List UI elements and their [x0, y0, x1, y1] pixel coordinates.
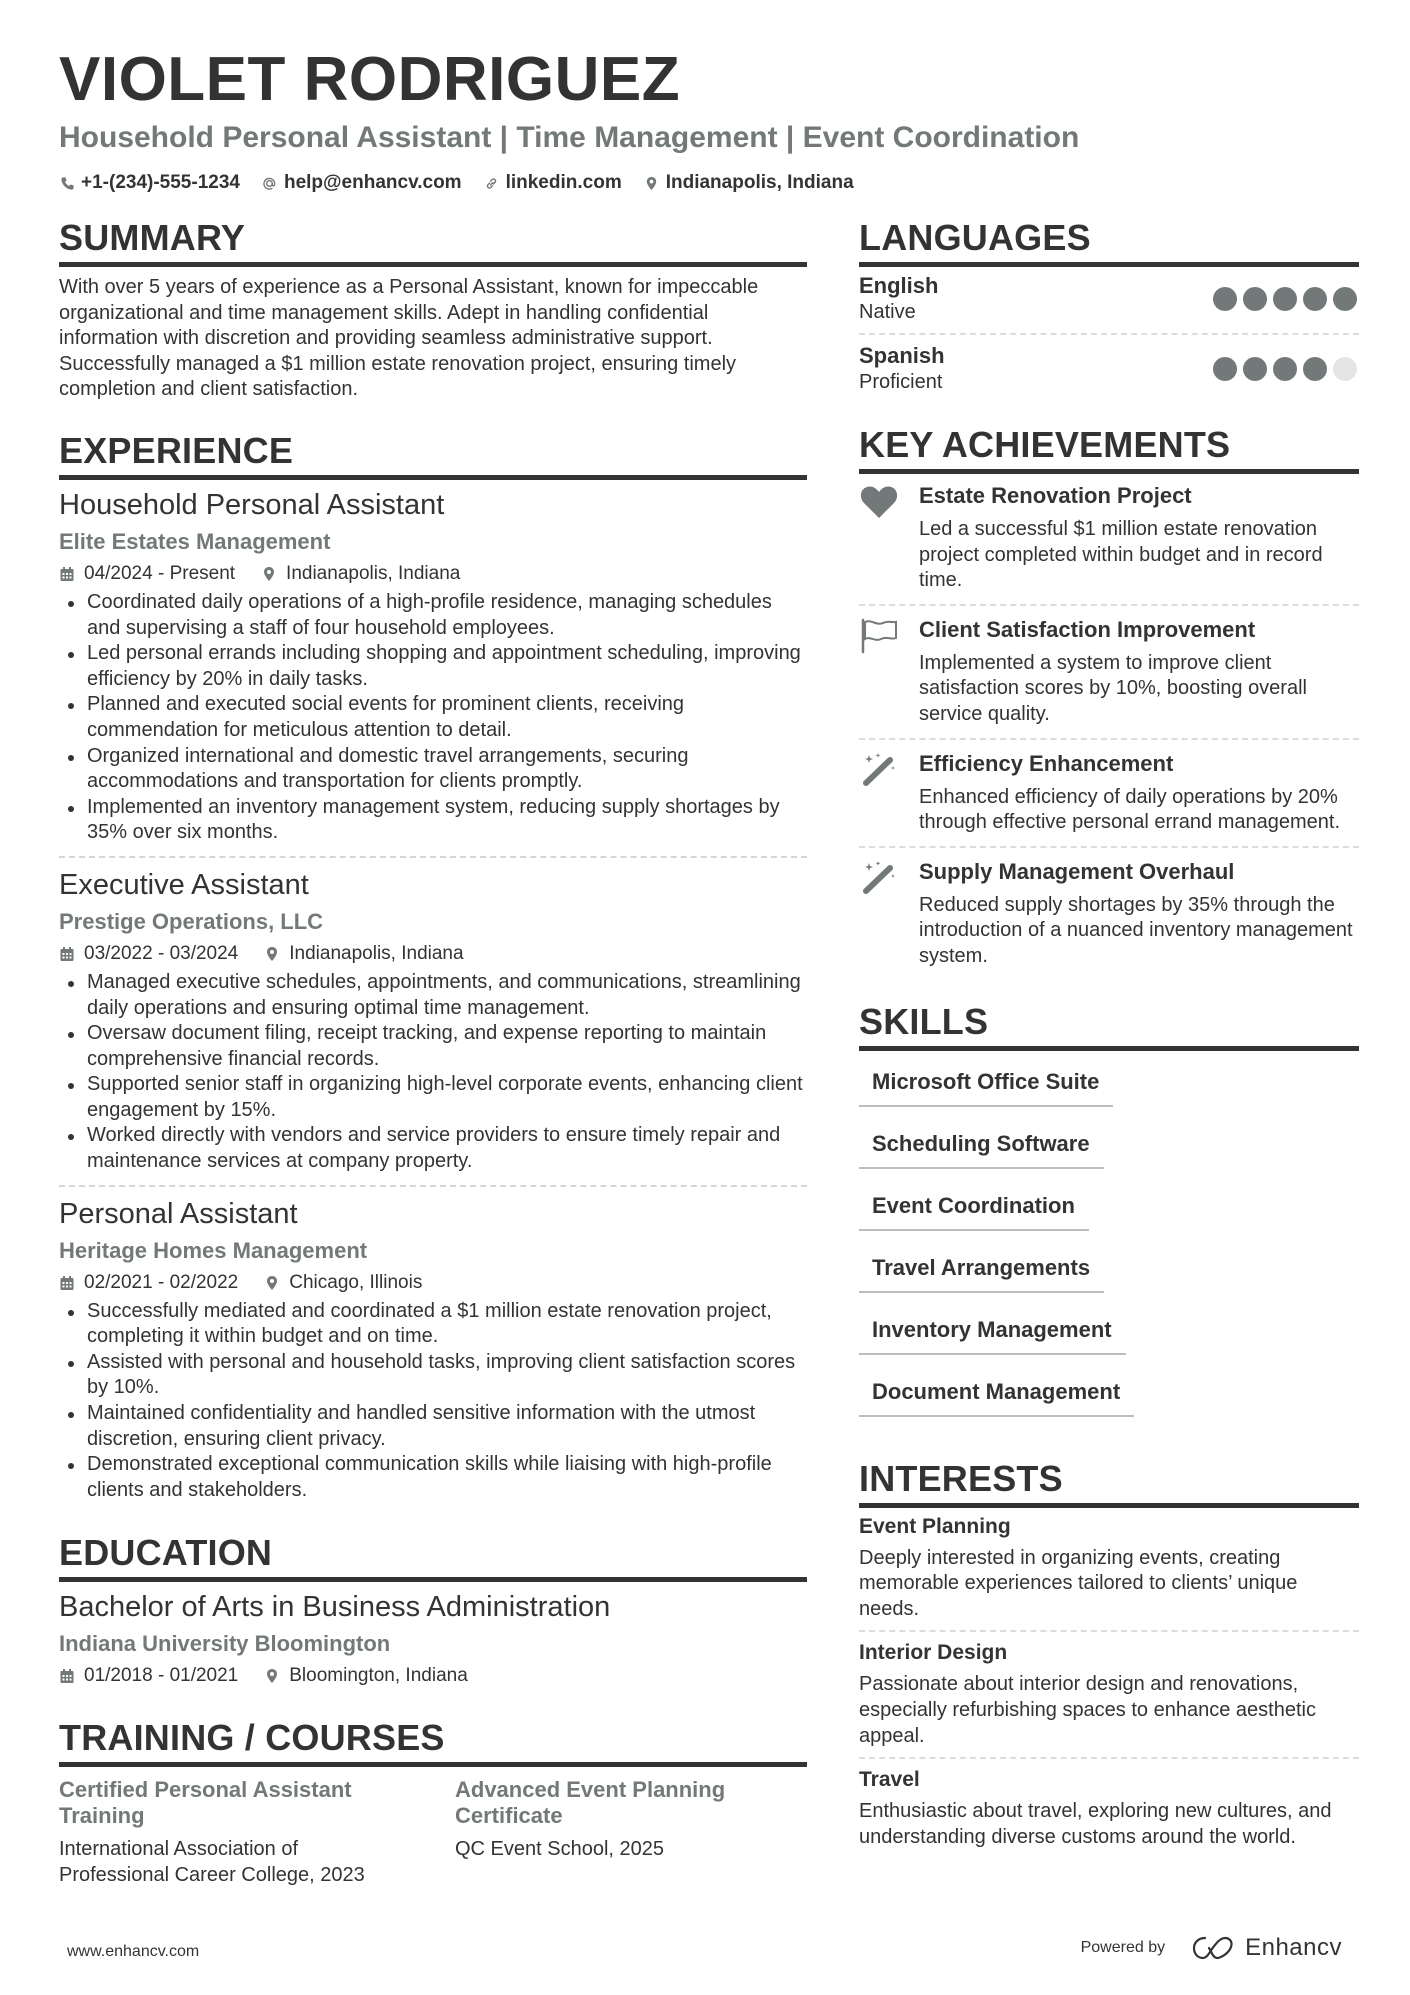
dates-text: 03/2022 - 03/2024 — [84, 942, 239, 964]
dates-text: 01/2018 - 01/2021 — [84, 1665, 239, 1687]
interest-description: Deeply interested in organizing events, creating memorable experiences tailored to clients’ unique needs. — [859, 1546, 1298, 1620]
experience-section — [59, 429, 807, 1513]
skill-tag: Inventory Management — [859, 1309, 1126, 1355]
job-bullets — [59, 590, 807, 846]
training-title: Certified Personal Assistant Training — [59, 1777, 352, 1829]
training-provider: International Association of Professional Career College, 2023 — [59, 1838, 365, 1886]
dates-text: 02/2021 - 02/2022 — [84, 1271, 239, 1293]
bullet-item: Organized international and domestic travel arrangements, securing accommodations and transportation for clients promptly. — [59, 744, 807, 795]
location-text: Bloomington, Indiana — [289, 1665, 468, 1687]
achievement-item — [859, 474, 1359, 604]
achievement-description: Implemented a system to improve client satisfaction scores by 10%, boosting overall service quality. — [919, 651, 1307, 725]
language-level: Proficient — [859, 371, 943, 393]
right-column — [859, 216, 1359, 1884]
rating-dot-filled — [1333, 287, 1357, 311]
bullet-item: Maintained confidentiality and handled sensitive information with the utmost discretion, ensuring client privacy. — [59, 1401, 807, 1452]
job-location — [261, 560, 460, 588]
education-entry — [59, 1582, 807, 1690]
training-entry — [455, 1777, 807, 1888]
job-title: Household Personal Assistant — [59, 488, 445, 521]
bullet-item: Led personal errands including shopping and appointment scheduling, improving efficiency by 20% in daily tasks. — [59, 641, 807, 692]
language-name: English — [859, 273, 939, 298]
footer-powered-by — [1081, 1934, 1342, 1962]
education-location — [264, 1662, 468, 1690]
job-bullets — [59, 1299, 807, 1504]
rating-dot-filled — [1213, 357, 1237, 381]
job-meta — [59, 940, 807, 968]
location-pin-icon — [264, 946, 280, 962]
achievement-title: Client Satisfaction Improvement — [919, 616, 1256, 642]
brand-name: Enhancv — [1245, 1934, 1342, 1961]
language-rating — [1213, 357, 1357, 381]
interest-title: Travel — [859, 1768, 920, 1792]
interest-description: Passionate about interior design and renovations, especially refurbishing spaces to enhance aesthetic appeal. — [859, 1673, 1316, 1747]
location-pin-icon — [264, 1275, 280, 1291]
interests-heading: INTERESTS — [859, 1457, 1359, 1508]
contact-email — [262, 172, 462, 194]
job-dates — [59, 1269, 238, 1297]
link-icon — [484, 175, 500, 191]
job-meta — [59, 1269, 807, 1297]
contact-row — [59, 172, 1359, 194]
achievement-title: Efficiency Enhancement — [919, 750, 1174, 776]
interest-title: Event Planning — [859, 1514, 1011, 1538]
achievement-description: Reduced supply shortages by 35% through the introduction of a nuanced inventory management system. — [919, 893, 1353, 967]
job-title: Executive Assistant — [59, 868, 309, 901]
company-name: Prestige Operations, LLC — [59, 908, 324, 934]
job-dates — [59, 560, 235, 588]
training-title: Advanced Event Planning Certificate — [455, 1777, 726, 1829]
location-text: Indianapolis, Indiana — [289, 942, 464, 964]
rating-dot-filled — [1273, 357, 1297, 381]
language-rating — [1213, 287, 1357, 311]
language-item — [859, 333, 1359, 403]
bullet-item: Oversaw document filing, receipt tracking, and expense reporting to maintain comprehensive financial records. — [59, 1021, 807, 1072]
school-name: Indiana University Bloomington — [59, 1631, 391, 1657]
bullet-item: Worked directly with vendors and service providers to ensure timely repair and maintenance services at company property. — [59, 1123, 807, 1174]
training-list — [59, 1777, 807, 1888]
rating-dot-filled — [1273, 287, 1297, 311]
skills-list — [859, 1061, 1359, 1433]
achievement-item — [859, 604, 1359, 738]
job-dates — [59, 940, 238, 968]
footer-website[interactable]: www.enhancv.com — [67, 1943, 200, 1960]
experience-entry — [59, 480, 807, 856]
experience-entry — [59, 856, 807, 1185]
contact-phone — [59, 172, 240, 194]
enhancv-logo[interactable] — [1191, 1934, 1342, 1962]
skill-tag: Microsoft Office Suite — [859, 1061, 1113, 1107]
bullet-item: Successfully mediated and coordinated a $1 million estate renovation project, completing it within budget and on time. — [59, 1299, 807, 1350]
location-text: Indianapolis, Indiana — [665, 172, 854, 193]
phone-text[interactable]: +1-(234)-555-1234 — [81, 172, 240, 193]
calendar-icon — [59, 1275, 75, 1291]
experience-heading: EXPERIENCE — [59, 429, 807, 480]
bullet-item: Managed executive schedules, appointments, and communications, streamlining daily operations and ensuring optimal time management. — [59, 970, 807, 1021]
achievements-heading: KEY ACHIEVEMENTS — [859, 423, 1359, 474]
rating-dot-filled — [1243, 287, 1267, 311]
rating-dot-filled — [1243, 357, 1267, 381]
skill-tag: Event Coordination — [859, 1185, 1089, 1231]
training-section — [59, 1716, 807, 1888]
calendar-icon — [59, 1668, 75, 1684]
training-provider: QC Event School, 2025 — [455, 1838, 665, 1861]
interest-title: Interior Design — [859, 1641, 1008, 1665]
heart-icon — [859, 482, 919, 594]
summary-text: With over 5 years of experience as a Personal Assistant, known for impeccable organizational and time management skills. Adept in handling confidential information with discretion and providing seamless administrative support. Successfully managed a $1 million estate renovation project, ensuring timely completion and client satisfaction. — [59, 276, 759, 401]
interests-section — [859, 1457, 1359, 1859]
magic-wand-icon — [859, 750, 919, 836]
achievement-title: Estate Renovation Project — [919, 483, 1192, 508]
language-name: Spanish — [859, 343, 945, 368]
summary-heading: SUMMARY — [59, 216, 807, 267]
achievement-description: Enhanced efficiency of daily operations by 20% through effective personal errand management. — [919, 785, 1341, 834]
bullet-item: Demonstrated exceptional communication skills while liaising with high-profile clients and stakeholders. — [59, 1452, 807, 1503]
job-location — [264, 1269, 422, 1297]
rating-dot-filled — [1213, 287, 1237, 311]
achievement-title: Supply Management Overhaul — [919, 858, 1235, 884]
interest-item — [859, 1630, 1359, 1757]
powered-by-label: Powered by — [1080, 1939, 1166, 1956]
magic-wand-icon — [859, 858, 919, 970]
education-dates — [59, 1662, 238, 1690]
education-meta — [59, 1662, 807, 1690]
achievement-item — [859, 846, 1359, 980]
calendar-icon — [59, 566, 75, 582]
left-column — [59, 216, 807, 1915]
languages-heading: LANGUAGES — [859, 216, 1359, 267]
contact-linkedin — [484, 172, 622, 194]
degree-title: Bachelor of Arts in Business Administration — [59, 1591, 611, 1624]
training-entry — [59, 1777, 411, 1888]
training-heading: TRAINING / COURSES — [59, 1716, 807, 1767]
language-level: Native — [859, 301, 916, 323]
candidate-headline: Household Personal Assistant | Time Management | Event Coordination — [59, 121, 1080, 154]
enhancv-logo-icon — [1191, 1935, 1237, 1961]
company-name: Elite Estates Management — [59, 528, 331, 554]
interest-item — [859, 1508, 1359, 1631]
at-icon — [262, 175, 278, 191]
job-meta — [59, 560, 807, 588]
language-item — [859, 267, 1359, 333]
location-pin-icon — [264, 1668, 280, 1684]
job-bullets — [59, 970, 807, 1175]
experience-entry — [59, 1185, 807, 1514]
skills-heading: SKILLS — [859, 1000, 1359, 1051]
calendar-icon — [59, 946, 75, 962]
contact-location — [644, 172, 854, 194]
achievement-description: Led a successful $1 million estate renovation project completed within budget and in record time. — [919, 518, 1323, 592]
bullet-item: Coordinated daily operations of a high-profile residence, managing schedules and supervising a staff of four household employees. — [59, 590, 807, 641]
interest-item — [859, 1757, 1359, 1858]
achievements-section — [859, 423, 1359, 980]
achievement-item — [859, 738, 1359, 846]
dates-text: 04/2024 - Present — [84, 562, 236, 584]
skill-tag: Document Management — [859, 1371, 1134, 1417]
education-section — [59, 1531, 807, 1690]
job-title: Personal Assistant — [59, 1197, 298, 1230]
interest-description: Enthusiastic about travel, exploring new cultures, and understanding diverse customs around the world. — [859, 1800, 1332, 1848]
linkedin-text[interactable]: linkedin.com — [505, 172, 622, 193]
languages-section — [859, 216, 1359, 403]
bullet-item: Assisted with personal and household tasks, improving client satisfaction scores by 10%. — [59, 1350, 807, 1401]
location-pin-icon — [261, 566, 277, 582]
phone-icon — [59, 175, 75, 191]
bullet-item: Supported senior staff in organizing high-level corporate events, enhancing client engagement by 15%. — [59, 1072, 807, 1123]
rating-dot-filled — [1303, 357, 1327, 381]
email-text[interactable]: help@enhancv.com — [283, 172, 462, 193]
bullet-item: Planned and executed social events for prominent clients, receiving commendation for meticulous attention to detail. — [59, 692, 807, 743]
location-pin-icon — [644, 175, 660, 191]
location-text: Indianapolis, Indiana — [286, 562, 461, 584]
skill-tag: Scheduling Software — [859, 1123, 1104, 1169]
location-text: Chicago, Illinois — [289, 1271, 423, 1293]
candidate-name: VIOLET RODRIGUEZ — [59, 45, 681, 114]
summary-section — [59, 216, 807, 403]
skill-tag: Travel Arrangements — [859, 1247, 1104, 1293]
bullet-item: Implemented an inventory management system, reducing supply shortages by 35% over six months. — [59, 795, 807, 846]
job-location — [264, 940, 463, 968]
skills-section — [859, 1000, 1359, 1433]
flag-icon — [859, 616, 919, 728]
rating-dot-filled — [1303, 287, 1327, 311]
rating-dot-empty — [1333, 357, 1357, 381]
resume-header — [59, 44, 1359, 194]
education-heading: EDUCATION — [59, 1531, 807, 1582]
company-name: Heritage Homes Management — [59, 1237, 368, 1263]
